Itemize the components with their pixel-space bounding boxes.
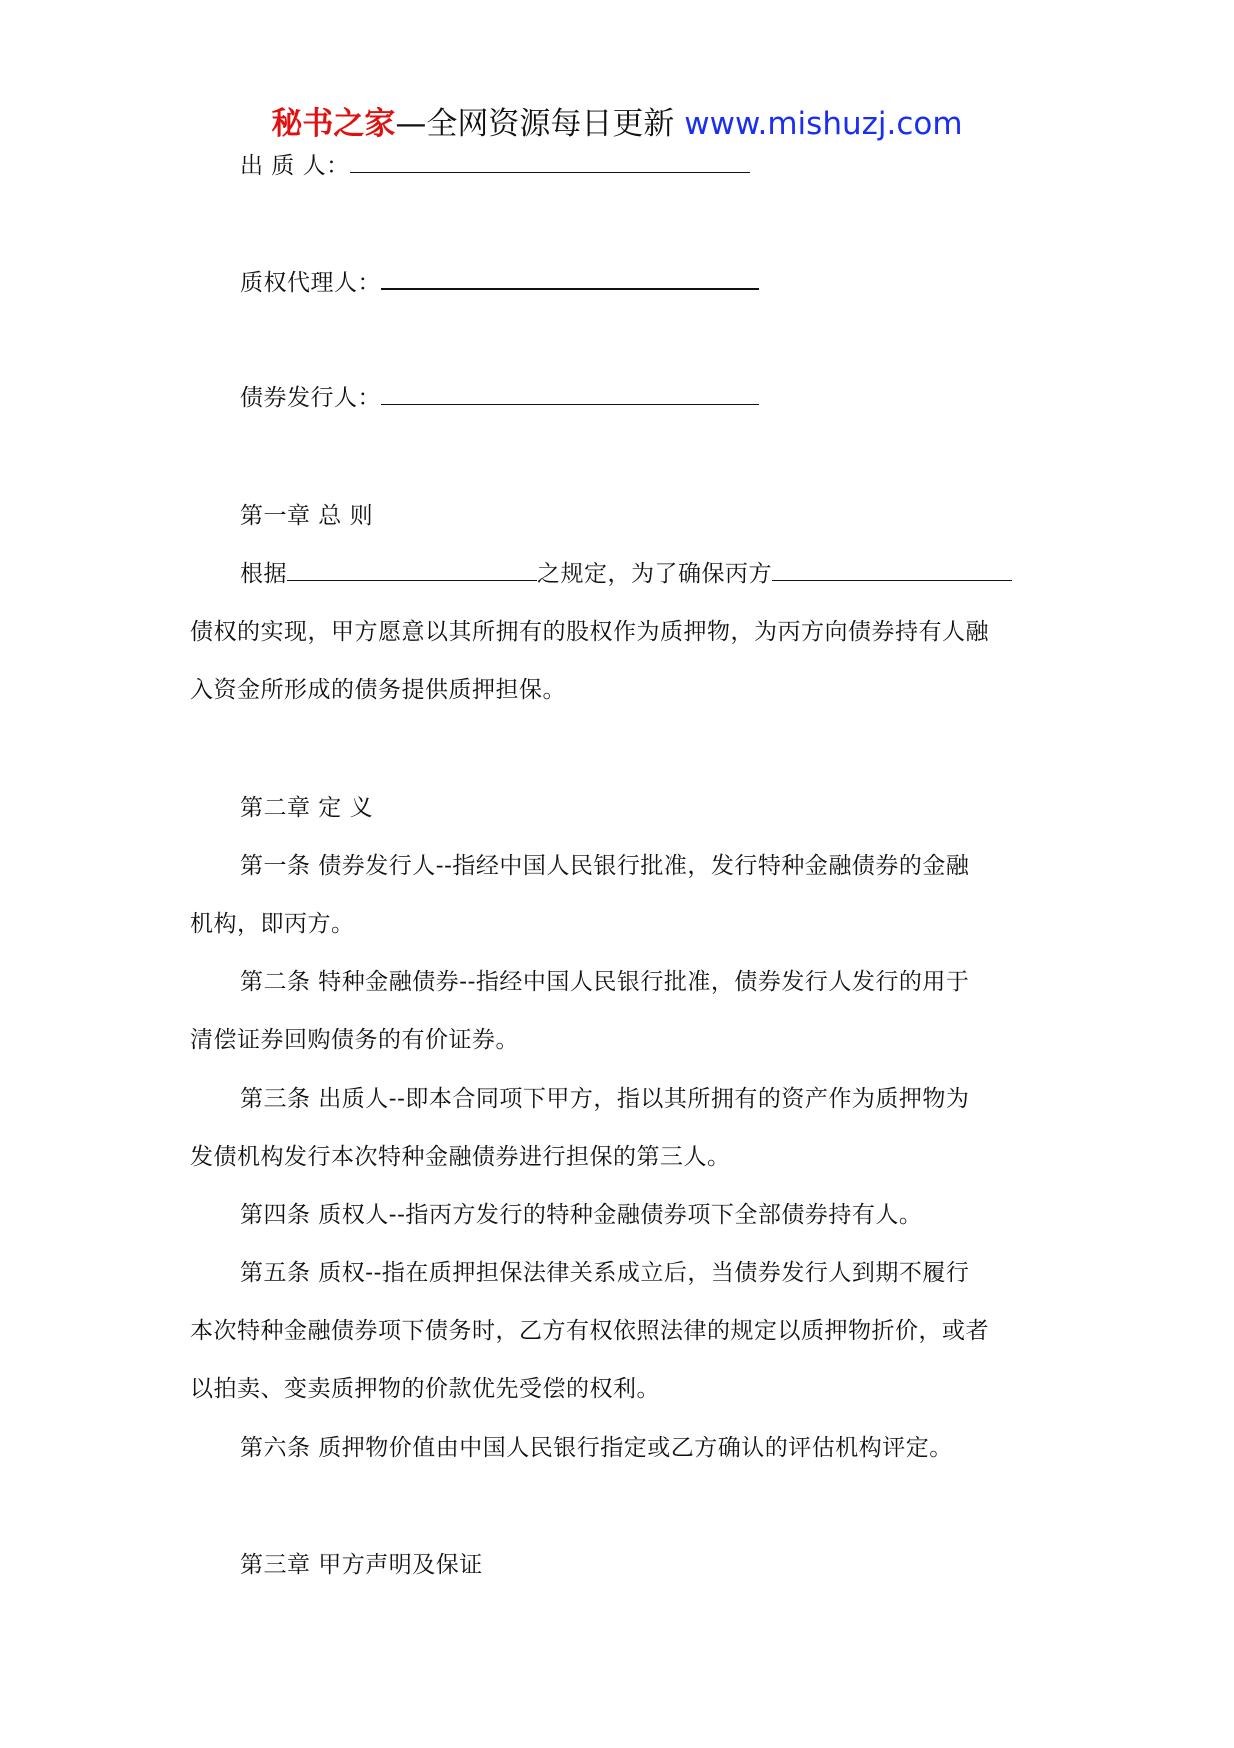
chapter1-text-b: 之规定，为了确保丙方: [537, 561, 772, 587]
agent-blank[interactable]: [381, 266, 759, 290]
issuer-line: [240, 382, 759, 414]
agent-label: 质权代理人：: [240, 270, 381, 296]
agent-line: [240, 266, 759, 299]
pledgor-blank[interactable]: [350, 150, 750, 173]
article2-line1: 第二条 特种金融债券--指经中国人民银行批准，债券发行人发行的用于: [240, 969, 970, 995]
law-blank[interactable]: [287, 558, 537, 581]
chapter1-text-a: 根据: [240, 561, 287, 587]
article1-line2: 机构，即丙方。: [190, 911, 355, 937]
pledgor-line: [240, 150, 750, 182]
article4-line1: 第四条 质权人--指丙方发行的特种金融债券项下全部债券持有人。: [240, 1202, 923, 1228]
debt-blank[interactable]: [772, 558, 1012, 581]
article5-line2: 本次特种金融债券项下债务时，乙方有权依照法律的规定以质押物折价，或者: [190, 1318, 989, 1344]
watermark-brand: 秘书之家: [271, 106, 396, 142]
article5-line3: 以拍卖、变卖质押物的价款优先受偿的权利。: [190, 1376, 660, 1402]
issuer-blank[interactable]: [381, 382, 759, 405]
watermark-tagline: —全网资源每日更新: [395, 106, 675, 142]
watermark-url[interactable]: www.mishuzj.com: [684, 106, 963, 142]
article3-line1: 第三条 出质人--即本合同项下甲方，指以其所拥有的资产作为质押物为: [240, 1086, 970, 1112]
article1-line1: 第一条 债券发行人--指经中国人民银行批准，发行特种金融债券的金融: [240, 853, 970, 879]
chapter1-para-line1: [240, 558, 1012, 590]
article3-line2: 发债机构发行本次特种金融债券进行担保的第三人。: [190, 1144, 731, 1170]
article6-line1: 第六条 质押物价值由中国人民银行指定或乙方确认的评估机构评定。: [240, 1435, 953, 1461]
chapter3-title: 第三章 甲方声明及保证: [240, 1552, 483, 1578]
article2-line2: 清偿证券回购债务的有价证券。: [190, 1027, 519, 1053]
chapter1-para-line2: 债权的实现，甲方愿意以其所拥有的股权作为质押物，为丙方向债券持有人融: [190, 619, 989, 645]
watermark-banner: [0, 104, 1234, 144]
chapter2-title: 第二章 定 义: [240, 795, 374, 821]
issuer-label: 债券发行人：: [240, 385, 381, 411]
article5-line1: 第五条 质权--指在质押担保法律关系成立后，当债券发行人到期不履行: [240, 1260, 970, 1286]
chapter1-title: 第一章 总 则: [240, 503, 374, 529]
chapter1-para-line3: 入资金所形成的债务提供质押担保。: [190, 677, 566, 703]
pledgor-label: 出 质 人：: [240, 153, 350, 179]
